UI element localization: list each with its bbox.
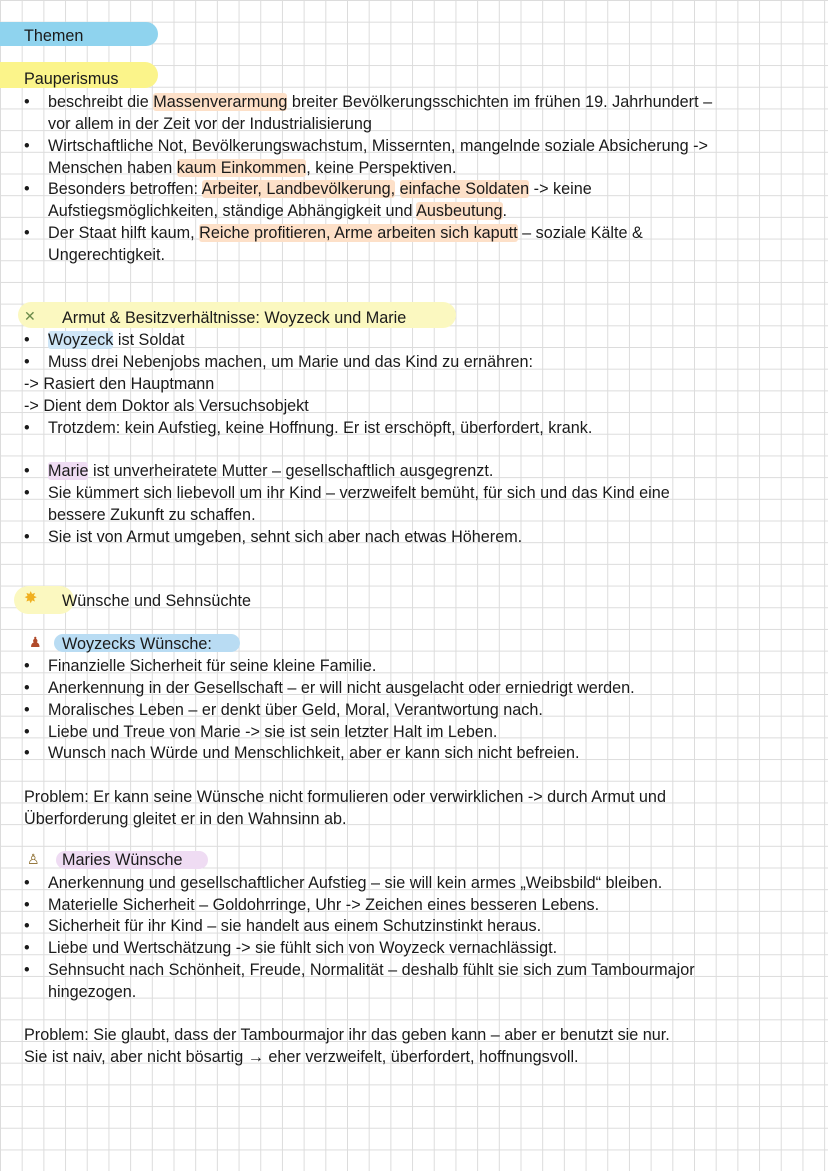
- themen-heading: Themen: [24, 27, 84, 45]
- woyzeck-problem: Problem: Er kann seine Wünsche nicht formulieren oder verwirklichen -> durch Armut und: [24, 788, 666, 806]
- list-item-continuation: Aufstiegsmöglichkeiten, ständige Abhängigkeit und Ausbeutung.: [48, 202, 507, 220]
- marie-problem-continuation: Sie ist naiv, aber nicht bösartig → eher verzweifelt, überfordert, hoffnungsvoll.: [24, 1048, 579, 1066]
- marie-wishes-heading: Maries Wünsche: [62, 851, 183, 869]
- armut-heading: Armut & Besitzverhältnisse: Woyzeck und Marie: [62, 309, 407, 327]
- woyzeck-problem-continuation: Überforderung gleitet er in den Wahnsinn ab.: [24, 810, 347, 828]
- list-item-continuation: vor allem in der Zeit vor der Industrialisierung: [48, 115, 372, 133]
- list-item-continuation: Menschen haben kaum Einkommen, keine Perspektiven.: [48, 159, 457, 177]
- woyzeck-wishes-heading: Woyzecks Wünsche:: [62, 635, 212, 653]
- woman-icon: ♙: [27, 851, 40, 867]
- list-item-continuation: hingezogen.: [48, 983, 137, 1001]
- list-sub-item: -> Dient dem Doktor als Versuchsobjekt: [24, 397, 309, 415]
- wuensche-heading: Wünsche und Sehnsüchte: [62, 592, 251, 610]
- list-item-continuation: Ungerechtigkeit.: [48, 246, 165, 264]
- money-icon: ✕: [24, 308, 36, 324]
- person-icon: ♟: [29, 634, 42, 650]
- pauperismus-heading: Pauperismus: [24, 70, 119, 88]
- sparkle-icon: ✸: [24, 590, 38, 607]
- list-item-continuation: bessere Zukunft zu schaffen.: [48, 506, 256, 524]
- marie-problem: Problem: Sie glaubt, dass der Tambourmajor ihr das geben kann – aber er benutzt sie nur.: [24, 1026, 670, 1044]
- list-sub-item: -> Rasiert den Hauptmann: [24, 375, 215, 393]
